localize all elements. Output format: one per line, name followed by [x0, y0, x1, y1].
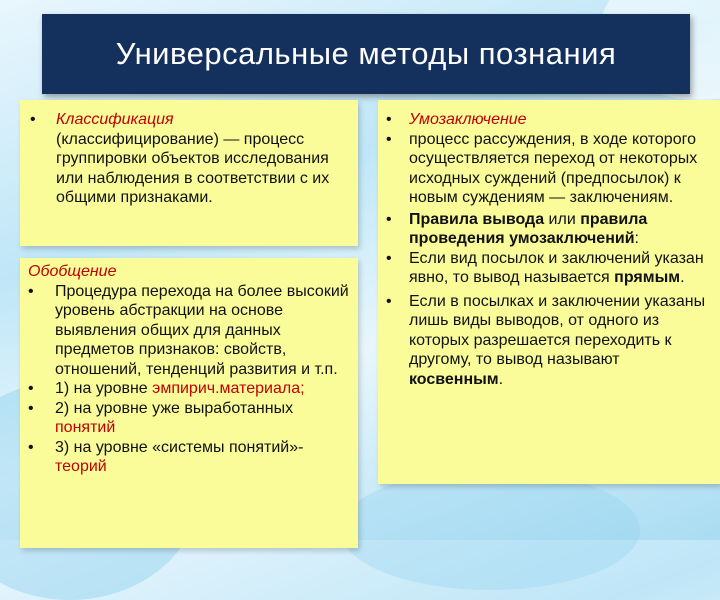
inference-box [378, 100, 720, 484]
classification-box [20, 100, 358, 246]
list-item-text: 1) на уровне [55, 380, 153, 397]
list-item [28, 282, 352, 380]
inference-list [386, 110, 712, 389]
background-decoration [340, 470, 640, 590]
rules-term-1: Правила вывода [409, 210, 545, 228]
list-item-text: Процедура перехода на более высокий уровень абстракции на основе выявления общих для данных предметов признаков: свойств, отношений, тенденций развития и т.п. [55, 282, 349, 378]
inference-heading: Умозаключение [409, 111, 527, 128]
bullet: • [386, 130, 392, 148]
list-item [28, 379, 352, 399]
direct-text: Если вид посылок и заключений указан явно, то вывод называется [409, 249, 704, 286]
list-item [386, 249, 712, 288]
bullet: • [386, 292, 392, 310]
list-item [386, 130, 712, 208]
list-item-text: 3) на уровне «системы понятий»- [55, 438, 304, 456]
classification-item [30, 110, 352, 208]
slide-title: Универсальные методы познания [115, 36, 617, 71]
list-item [28, 399, 352, 438]
indirect-text: Если в посылках и заключении указаны лишь виды выводов, от одного из которых разрешается переходить к другому, то вывод называют [409, 292, 706, 368]
indirect-term: косвенным [409, 370, 499, 388]
classification-text: (классифицирование) — процесс группировки объектов исследования или наблюдения в соответствии с их общими признаками. [56, 130, 330, 206]
classification-heading: Классификация [56, 111, 174, 128]
list-item-highlight: теорий [55, 458, 107, 475]
bullet: • [386, 249, 392, 267]
list-item [386, 110, 712, 130]
bullet: • [28, 380, 34, 397]
rules-term-2: правила проведения умозаключений [409, 210, 648, 247]
direct-term: прямым [614, 269, 681, 286]
list-item-highlight: понятий [55, 419, 116, 436]
inference-definition: процесс рассуждения, в ходе которого осуществляется переход от некоторых исходных суждений (предпосылок) к новым суждениям — заключениям. [409, 130, 698, 206]
generalization-box [20, 258, 358, 548]
bullet: • [386, 210, 392, 228]
list-item [386, 210, 712, 249]
indirect-period: . [498, 370, 504, 388]
list-item [28, 438, 352, 477]
generalization-list [28, 282, 352, 477]
list-item-text: 2) на уровне уже выработанных [55, 399, 294, 417]
bullet: • [28, 399, 34, 417]
bullet: • [28, 282, 34, 300]
rules-connector: или [544, 210, 581, 228]
bullet: • [30, 111, 36, 128]
generalization-heading: Обобщение [28, 263, 117, 280]
bullet: • [28, 438, 34, 456]
direct-period: . [680, 269, 685, 286]
list-item-highlight: эмпирич.материала; [152, 380, 305, 397]
list-item [386, 292, 712, 390]
rules-colon: : [634, 230, 639, 247]
bullet: • [386, 111, 392, 128]
title-bar [42, 14, 690, 94]
